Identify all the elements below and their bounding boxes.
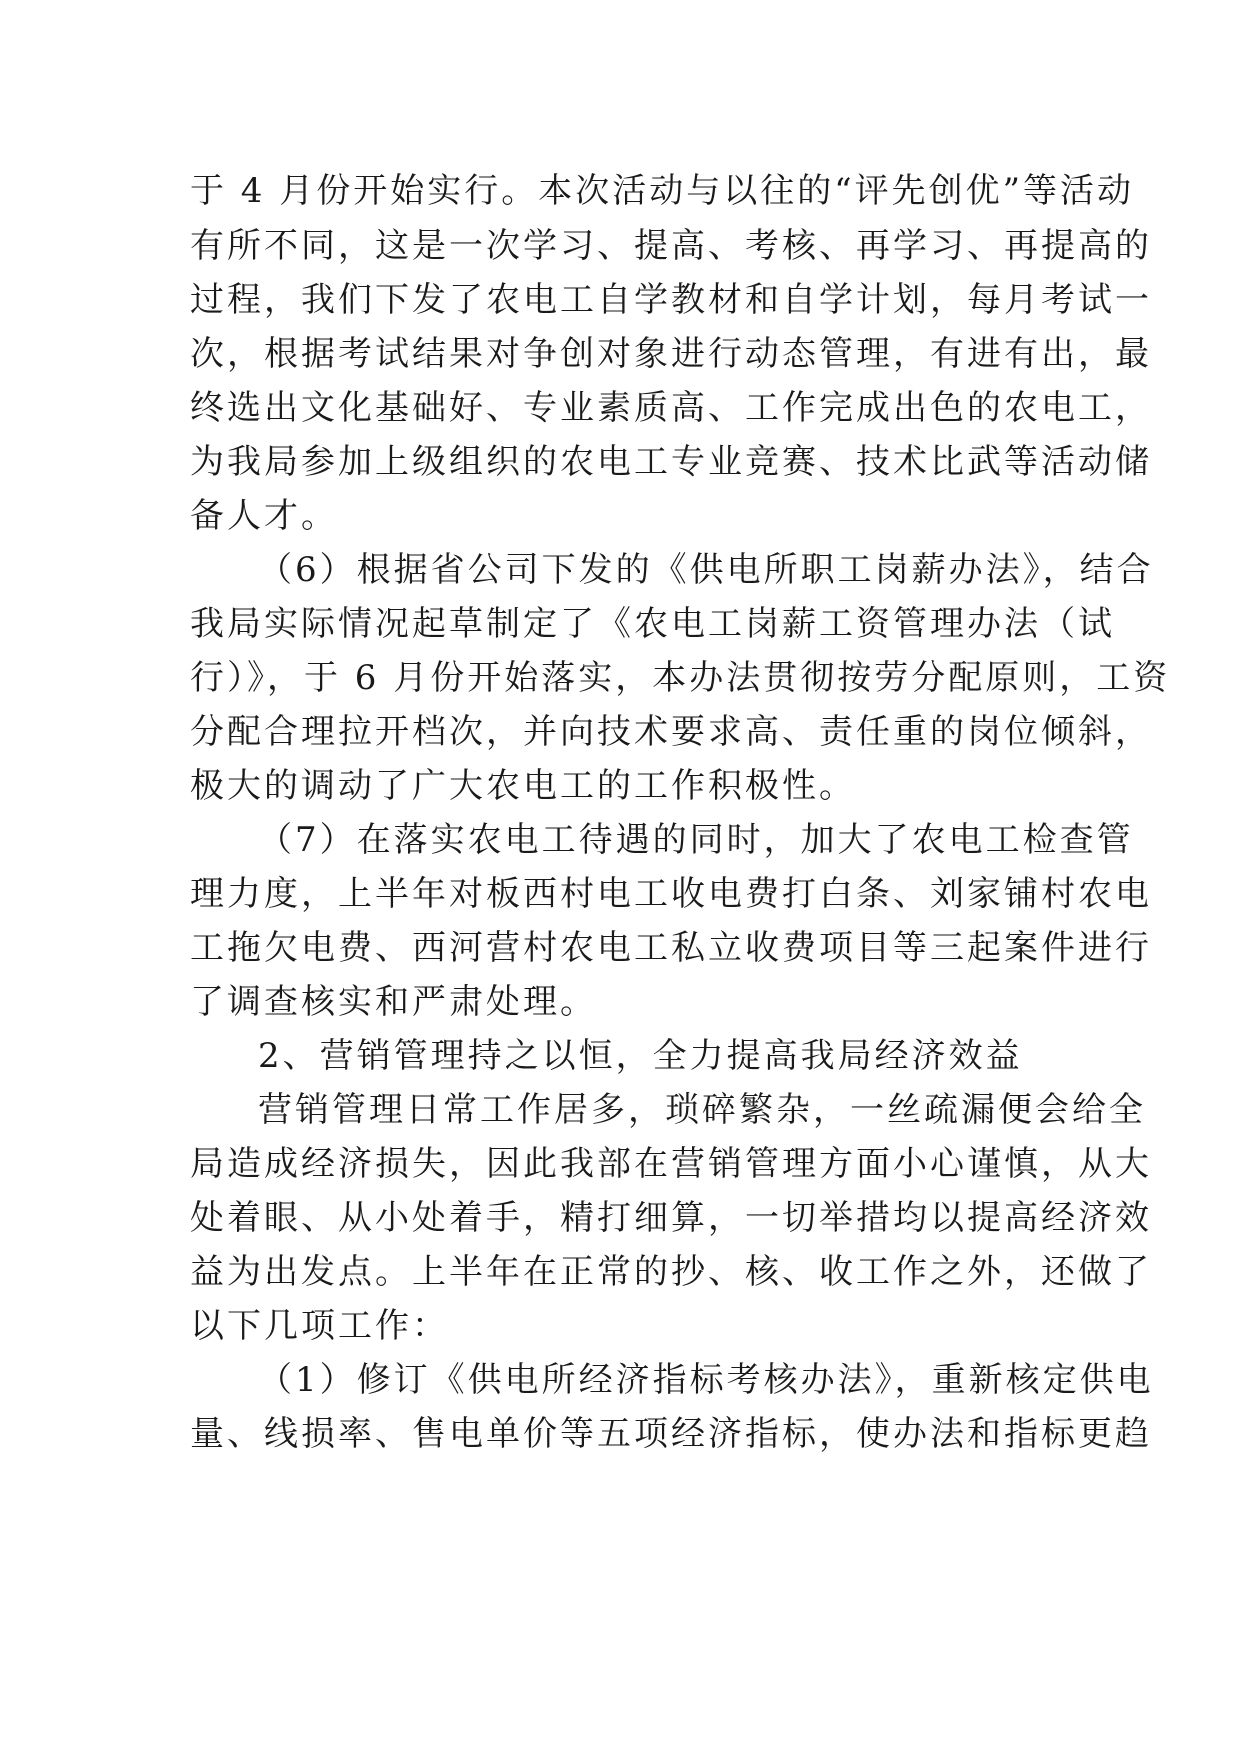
- text-line: 了调查核实和严肃处理。: [190, 982, 597, 1022]
- text-line: 分配合理拉开档次，并向技术要求高、责任重的岗位倾斜，: [190, 712, 1152, 752]
- text-line: 益为出发点。上半年在正常的抄、核、收工作之外，还做了: [190, 1252, 1152, 1292]
- text-line: 以下几项工作：: [190, 1306, 449, 1346]
- text-line: 备人才。: [190, 496, 338, 536]
- text-line: 为我局参加上级组织的农电工专业竞赛、技术比武等活动储: [190, 442, 1152, 482]
- section-heading: 2、营销管理持之以恒，全力提高我局经济效益: [258, 1036, 1023, 1076]
- paragraph-start-line: 营销管理日常工作居多，琐碎繁杂，一丝疏漏便会给全: [258, 1090, 1146, 1130]
- text-line: 处着眼、从小处着手，精打细算，一切举措均以提高经济效: [190, 1198, 1152, 1238]
- text-line: 有所不同，这是一次学习、提高、考核、再学习、再提高的: [190, 226, 1152, 266]
- text-line: 理力度，上半年对板西村电工收电费打白条、刘家铺村农电: [190, 874, 1152, 914]
- text-line: 终选出文化基础好、专业素质高、工作完成出色的农电工，: [190, 388, 1152, 428]
- text-line: 我局实际情况起草制定了《农电工岗薪工资管理办法（试: [190, 604, 1115, 644]
- text-line: 次，根据考试结果对争创对象进行动态管理，有进有出，最: [190, 334, 1152, 374]
- text-line: 工拖欠电费、西河营村农电工私立收费项目等三起案件进行: [190, 928, 1152, 968]
- paragraph-start-line: （6）根据省公司下发的《供电所职工岗薪办法》，结合: [258, 550, 1154, 590]
- text-line: 过程，我们下发了农电工自学教材和自学计划，每月考试一: [190, 280, 1152, 320]
- text-line: 于 4 月份开始实行。本次活动与以往的“评先创优”等活动: [190, 171, 1135, 211]
- text-line: 行）》，于 6 月份开始落实，本办法贯彻按劳分配原则，工资: [190, 658, 1171, 698]
- paragraph-start-line: （1）修订《供电所经济指标考核办法》，重新核定供电: [258, 1360, 1154, 1400]
- text-line: 量、线损率、售电单价等五项经济指标，使办法和指标更趋: [190, 1414, 1152, 1454]
- paragraph-start-line: （7）在落实农电工待遇的同时，加大了农电工检查管: [258, 820, 1134, 860]
- text-line: 局造成经济损失，因此我部在营销管理方面小心谨慎，从大: [190, 1144, 1152, 1184]
- text-line: 极大的调动了广大农电工的工作积极性。: [190, 766, 856, 806]
